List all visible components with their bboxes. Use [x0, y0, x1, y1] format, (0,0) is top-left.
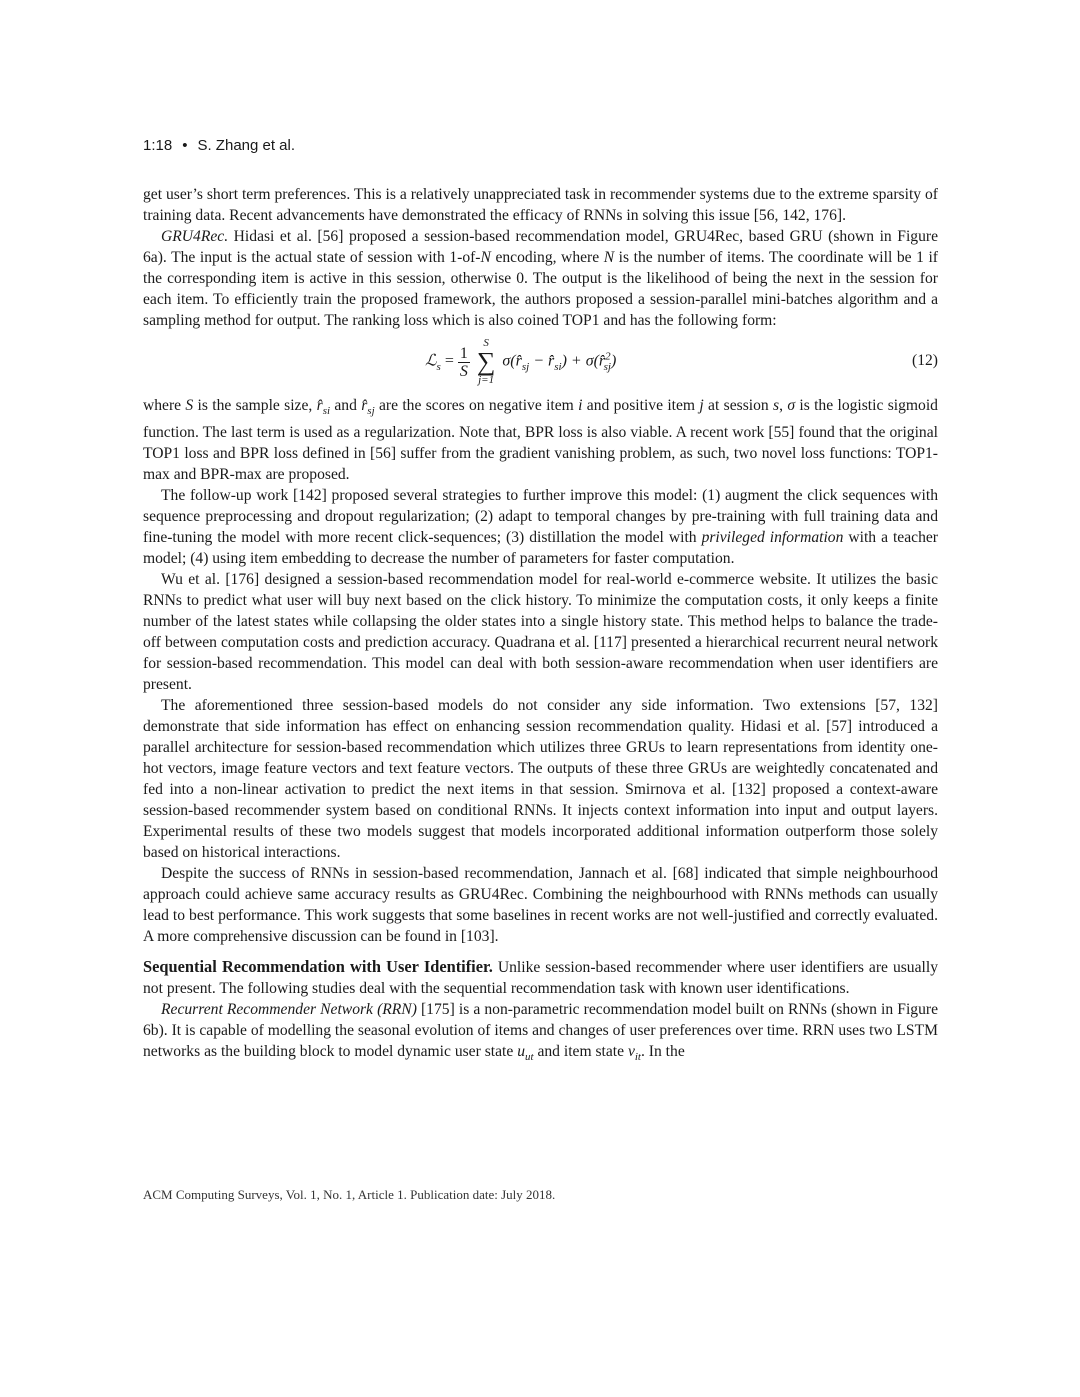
math-subscript: ut: [524, 1051, 534, 1064]
equation-math: [425, 337, 616, 387]
math-n: N: [480, 249, 491, 266]
where-text: ,: [779, 397, 788, 414]
math-var: S: [185, 397, 194, 414]
header-authors: S. Zhang et al.: [197, 137, 296, 154]
paragraph-jannach: Despite the success of RNNs in session-based recommendation, Jannach et al. [68] indicated that simple neighbourhood approach could achieve same accuracy results as GRU4Rec. Combining the neighbourhood with RNNs methods can usually lead to best performance. This work suggests that some baselines in recent works are not well-justified and correctly evaluated. A more comprehensive discussion can be found in [103].: [143, 865, 938, 946]
paragraph-side-info: The aforementioned three session-based models do not consider any side information. Two extensions [57, 132] demonstrate that side information has effect on enhancing session recommendation quality. Hidasi et al. [57] introduced a parallel architecture for session-based recommendation which utilizes three GRUs to learn representations from identity one-hot vectors, image feature vectors and text feature vectors. The outputs of these three GRUs are weightedly concatenated and fed into a non-linear activation to predict the next items in that session. Smirnova et al. [132] proposed a context-aware session-based recommender system based on conditional RNNs. It injects context information into input and output layers. Experimental results of these two models suggest that models incorporated additional information outperform those solely based on historical interactions.: [143, 697, 938, 862]
gru4rec-text-a: Hidasi et al. [56] proposed a session-based recommendation model, GRU4Rec, based GRU (shown in Figure 6a). The input is the actual state of session with 1-of-: [143, 228, 938, 266]
sum-lower-limit: j=1: [478, 374, 495, 386]
paragraph-wu: Wu et al. [176] designed a session-based recommendation model for real-world e-commerce website. It utilizes the basic RNNs to predict what user will buy next based on the click history. To minimize the computation costs, it only keeps a finite number of the latest states while collapsing the older states into a single history state. This method helps to balance the trade-off between computation costs and prediction accuracy. Quadrana et al. [117] presented a hierarchical recurrent neural network for session-based recommendation. This model can deal with both session-aware recommendation when user identifiers are present.: [143, 571, 938, 694]
followup-text: with a teacher model; (4) using item embedding to decrease the number of parameters for faster computation.: [143, 529, 938, 568]
equation-term: ) + σ(r̂: [561, 352, 606, 370]
where-text: at session: [703, 397, 774, 414]
gru4rec-text-c: is the number of items. The coordinate will be 1 if the corresponding item is active in this session, otherwise 0. The output is the likelihood of being the next in the session for each item. To efficiently train the proposed framework, the authors proposed a session-parallel mini-batches algorithm and a sampling method for output. The ranking loss which is also coined TOP1 and has the following form:: [143, 249, 938, 329]
math-var: j: [699, 397, 704, 414]
math-var: v: [627, 1043, 635, 1061]
rrn-text: and item state: [533, 1043, 628, 1061]
fraction-numerator: 1: [459, 344, 468, 362]
fraction-denominator: S: [459, 362, 468, 380]
equation-term: σ(r̂: [502, 352, 522, 370]
math-var: r̂: [316, 397, 323, 414]
running-head: [143, 137, 295, 154]
where-text: and: [330, 397, 362, 414]
where-text: is the sample size,: [193, 397, 317, 414]
math-subscript: it: [634, 1051, 641, 1064]
loss-subscript: s: [436, 360, 441, 373]
followup-text: The follow-up work [142] proposed several strategies to further improve this model: (1) augment the click sequences with sequence preprocessing and dropout regularization; (2) adapt to temporal changes by pre-training with full training data and fine-tuning the model with more recent click-sequences; (3) distillation the model with: [143, 487, 938, 547]
equation-subscript: sj: [603, 360, 611, 373]
math-var: i: [578, 397, 583, 414]
sum-symbol: ∑: [476, 347, 496, 376]
body-text: [143, 184, 938, 1068]
gru4rec-text-b: encoding, where: [490, 249, 604, 266]
equation-superscript: 2: [605, 350, 611, 363]
page-label: 1:18: [143, 137, 173, 154]
math-var: r̂: [361, 397, 368, 414]
paragraph-intro: get user’s short term preferences. This is a relatively unappreciated task in recommender systems due to the extreme sparsity of training data. Recent advancements have demonstrated the efficacy of RNNs in solving this issue [56, 142, 176].: [143, 186, 938, 224]
where-text: where: [143, 397, 186, 414]
header-separator: •: [182, 137, 188, 154]
paragraph-gru4rec: [143, 226, 938, 331]
math-subscript: si: [322, 405, 331, 418]
math-var: s: [773, 397, 780, 414]
rrn-text: . In the: [641, 1043, 685, 1061]
user-identifier-text: Unlike session-based recommender where user identifiers are usually not present. The following studies deal with the sequential recommendation task with known user identifications.: [143, 959, 938, 998]
rrn-text: [175] is a non-parametric recommendation model built on RNNs (shown in Figure 6b). It is capable of modelling the seasonal evolution of items and changes of user preferences over time. RRN uses two LSTM networks as the building block to model dynamic user state: [143, 1001, 938, 1061]
equals-sign: =: [440, 352, 458, 370]
sum-upper-limit: S: [483, 337, 489, 349]
paragraph-followup: [143, 485, 938, 569]
equation-12: [143, 333, 938, 395]
where-text: is the logistic sigmoid function. The last term is used as a regularization. Note that, BPR loss is also viable. A recent work [55] found that the original TOP1 loss and BPR loss defined in [56] suffer from the gradient vanishing problem, as such, two novel loss functions: TOP1-max and BPR-max are proposed.: [143, 397, 938, 484]
equation-term: ): [610, 352, 617, 370]
summation: [477, 337, 496, 387]
loss-symbol: ℒ: [425, 352, 437, 370]
paragraph-user-identifier: [143, 956, 938, 999]
where-text: and positive item: [582, 397, 700, 414]
equation-subscript: si: [554, 360, 562, 373]
equation-number: (12): [912, 352, 938, 369]
section-runin-heading: Sequential Recommendation with User Identifier.: [143, 957, 493, 977]
equation-term: − r̂: [529, 352, 555, 370]
paragraph-where: [143, 395, 938, 485]
rrn-emphasis: Recurrent Recommender Network (RRN): [161, 1001, 417, 1019]
math-subscript: sj: [367, 405, 375, 418]
page-footer: ACM Computing Surveys, Vol. 1, No. 1, Article 1. Publication date: July 2018.: [143, 1187, 556, 1202]
equation-subscript: sj: [521, 360, 530, 373]
math-var: u: [517, 1043, 525, 1061]
math-var: σ: [787, 397, 796, 414]
fraction: [458, 345, 470, 380]
gru4rec-lead: GRU4Rec.: [161, 228, 229, 245]
followup-emphasis: privileged information: [701, 529, 844, 547]
math-n: N: [603, 249, 615, 266]
where-text: are the scores on negative item: [374, 397, 579, 414]
paragraph-rrn: [143, 999, 938, 1068]
